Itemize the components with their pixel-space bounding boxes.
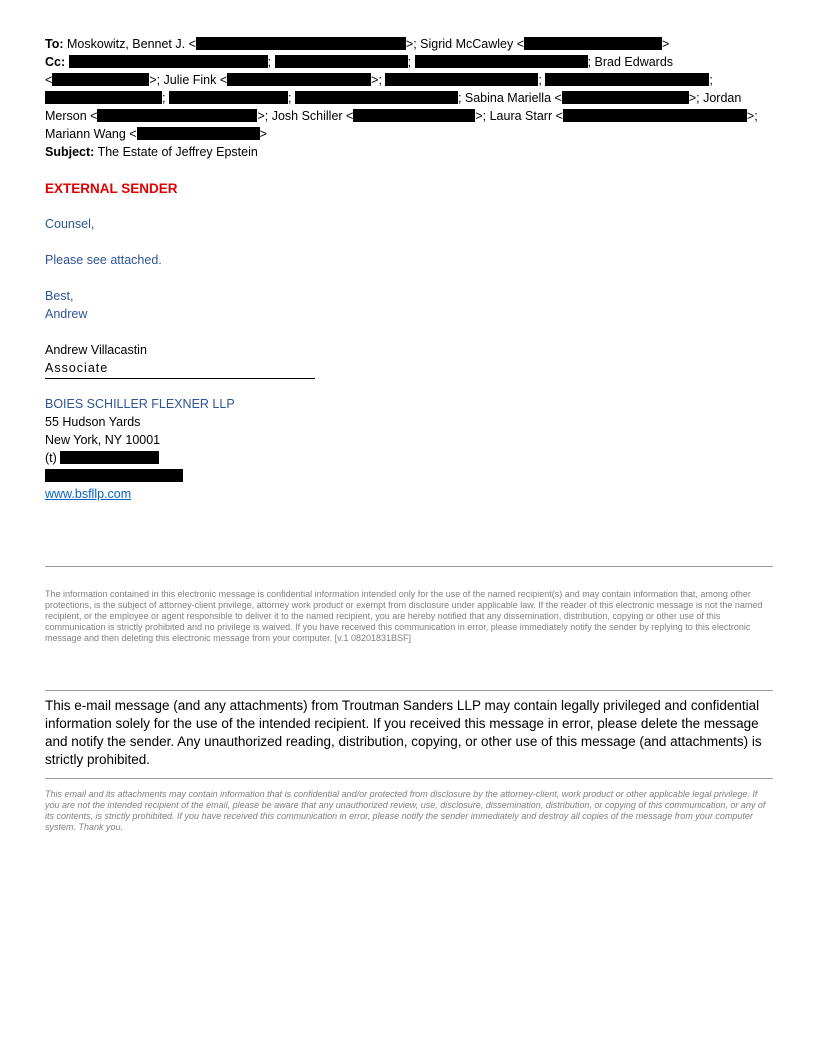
redaction xyxy=(45,469,183,482)
website-link[interactable]: www.bsfllp.com xyxy=(45,487,132,501)
cc-text: >; Julie Fink < xyxy=(149,73,228,87)
cc-text: ; xyxy=(709,73,713,87)
signature-name: Andrew Villacastin xyxy=(45,343,147,357)
cc-text: > xyxy=(259,127,267,141)
cc-text: Mariann Wang < xyxy=(45,127,137,141)
cc-text: Merson < xyxy=(45,109,98,123)
redaction xyxy=(69,55,268,68)
signature-phone xyxy=(45,449,159,467)
redaction xyxy=(97,109,257,122)
cc-line-5 xyxy=(45,125,267,143)
redaction xyxy=(45,91,162,104)
cc-text: >; Jordan xyxy=(688,91,742,105)
redaction xyxy=(52,73,149,86)
to-label: To: xyxy=(45,37,64,51)
redaction xyxy=(196,37,406,50)
cc-line-2 xyxy=(45,71,713,89)
cc-text: ; xyxy=(407,55,412,69)
subject-line xyxy=(45,143,258,161)
body-line: Please see attached. xyxy=(45,253,162,267)
to-text: Moskowitz, Bennet J. < xyxy=(67,37,196,51)
bsf-disclaimer: The information contained in this electronic message is confidential information intended only for the use of the named recipient(s) and may contain information that, among other protections, is the subject of attorney-client privilege, attorney work product or exempt from disclosure under applicable law. If the reader of this electronic message is not the named recipient, or the employee or agent responsible to deliver it to the named recipient, you are hereby notified that any dissemination, distribution, copying or other use of this communication is strictly prohibited and no privilege is waived. If you have received this communication in error, please immediately notify the sender by replying to this electronic message and then deleting this electronic message from your computer. [v.1 08201831BSF] xyxy=(45,589,763,643)
to-text: > xyxy=(662,37,670,51)
cc-label: Cc: xyxy=(45,55,66,69)
sender-short-name: Andrew xyxy=(45,307,88,321)
divider xyxy=(45,690,773,691)
signature-website xyxy=(45,485,131,503)
cc-text: ; Brad Edwards xyxy=(587,55,674,69)
cc-text: >; xyxy=(371,73,382,87)
redaction xyxy=(524,37,662,50)
cc-text: ; xyxy=(267,55,272,69)
redaction xyxy=(137,127,260,140)
cc-text: ; xyxy=(162,91,166,105)
subject-text: The Estate of Jeffrey Epstein xyxy=(97,145,258,159)
redaction xyxy=(227,73,371,86)
cc-text: >; Laura Starr < xyxy=(475,109,563,123)
divider xyxy=(45,778,773,779)
signature-address-1: 55 Hudson Yards xyxy=(45,415,141,429)
phone-label: (t) xyxy=(45,451,57,465)
cc-line-3 xyxy=(45,89,741,107)
redaction xyxy=(545,73,709,86)
closing: Best, xyxy=(45,289,74,303)
cc-line-1 xyxy=(45,53,673,71)
subject-label: Subject: xyxy=(45,145,95,159)
redaction xyxy=(563,109,747,122)
external-sender-banner: EXTERNAL SENDER xyxy=(45,181,178,196)
cc-text: ; xyxy=(287,91,292,105)
redaction xyxy=(60,451,159,464)
cc-text: >; Josh Schiller < xyxy=(257,109,354,123)
redaction xyxy=(295,91,458,104)
signature-title: Associate xyxy=(45,359,315,379)
redaction xyxy=(415,55,588,68)
final-disclaimer: This email and its attachments may contain information that is confidential and/or protected from disclosure by the attorney-client, work product or other applicable legal privilege. If you are not the intended recipient of the email, please be aware that any unauthorized review, use, disclosure, dissemination, distribution, or copying of this communication, or any of its contents, is strictly prohibited. If you have received this communication in error, please notify the sender immediately and destroy all copies of the message from your computer system. Thank you. xyxy=(45,789,766,832)
cc-text: < xyxy=(45,73,53,87)
divider xyxy=(45,566,773,567)
cc-text: ; Sabina Mariella < xyxy=(457,91,562,105)
cc-line-4 xyxy=(45,107,758,125)
redaction xyxy=(353,109,475,122)
redaction xyxy=(385,73,538,86)
redaction xyxy=(169,91,288,104)
redaction xyxy=(562,91,689,104)
greeting: Counsel, xyxy=(45,217,95,231)
signature-firm: BOIES SCHILLER FLEXNER LLP xyxy=(45,397,235,411)
troutman-disclaimer: This e-mail message (and any attachments) from Troutman Sanders LLP may contain legally privileged and confidential information solely for the use of the intended recipient. If you received this message in error, please delete the message and notify the sender. Any unauthorized reading, distribution, copying, or other use of this message (and attachments) is strictly prohibited. xyxy=(45,698,762,767)
cc-text: ; xyxy=(538,73,542,87)
signature-redacted-line xyxy=(45,467,183,485)
redaction xyxy=(275,55,408,68)
cc-text: >; xyxy=(746,109,758,123)
to-line xyxy=(45,35,669,53)
to-text: >; Sigrid McCawley < xyxy=(405,37,524,51)
signature-address-2: New York, NY 10001 xyxy=(45,433,161,447)
